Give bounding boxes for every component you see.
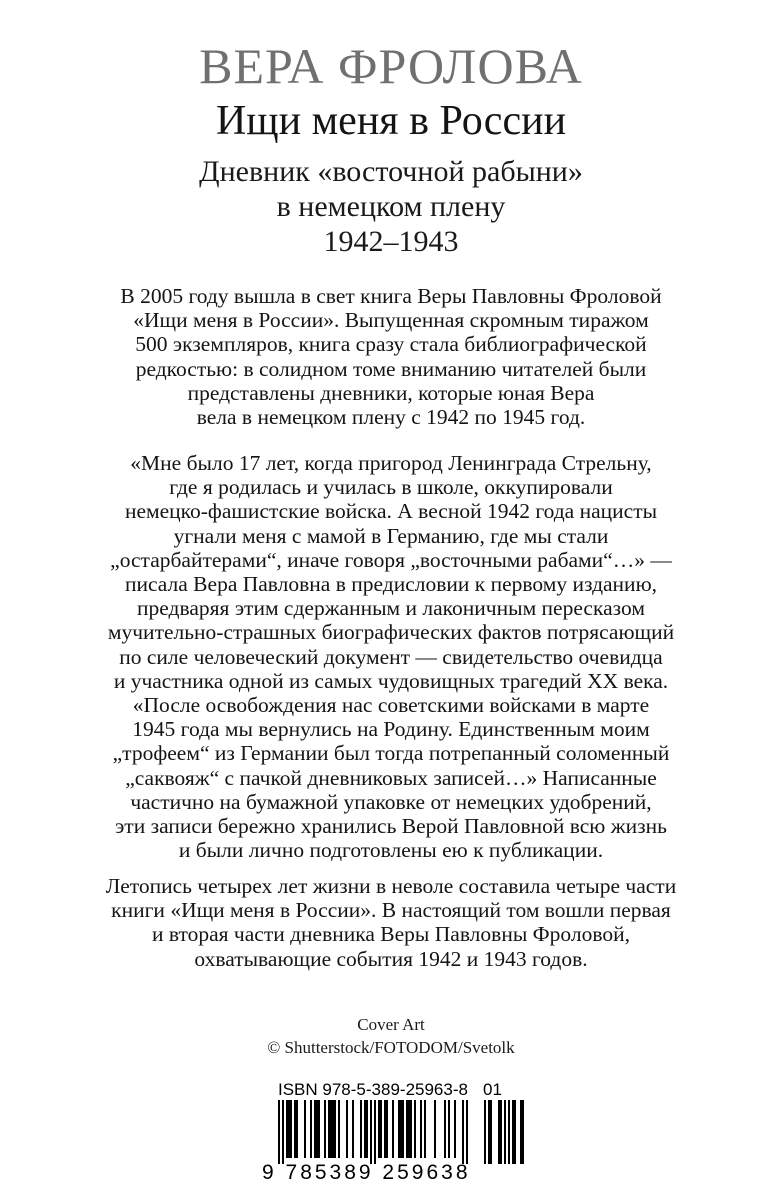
barcode-bar <box>384 1100 386 1158</box>
text-line: и вторая части дневника Веры Павловны Фроловой, <box>152 922 630 947</box>
text-line: охватывающие события 1942 и 1943 годов. <box>194 946 588 971</box>
barcode-addon-bar <box>484 1100 486 1164</box>
barcode-bar <box>400 1100 402 1158</box>
text-line: угнали меня с мамой в Германию, где мы стали <box>173 523 609 548</box>
book-title: Ищи меня в России <box>215 98 567 144</box>
barcode-addon-label: 01 <box>483 1080 502 1099</box>
barcode-bar <box>380 1100 382 1158</box>
text-line: и участника одной из самых чудовищных трагедий XX века. <box>113 668 669 693</box>
barcode-bar <box>304 1100 306 1158</box>
barcode-bar <box>402 1100 404 1158</box>
text-line: вела в немецком плену с 1942 по 1945 год. <box>196 405 586 430</box>
text-line: „остарбайтерами“, иначе говоря „восточными рабами“…» — <box>110 547 672 572</box>
text-line: «Мне было 17 лет, когда пригород Ленинграда Стрельну, <box>130 451 652 475</box>
annotation-paragraph-2 <box>40 451 742 862</box>
text-line: эти записи бережно хранились Верой Павловной всю жизнь <box>115 814 667 839</box>
subtitle-line: в немецком плену <box>276 190 506 223</box>
barcode-bar <box>352 1100 354 1158</box>
credit-label: Cover Art <box>357 1015 425 1034</box>
subtitle-years: 1942–1943 <box>323 225 459 258</box>
barcode-bar <box>424 1100 426 1158</box>
barcode-guard-bar <box>462 1100 464 1164</box>
barcode-addon-bar <box>490 1100 492 1164</box>
barcode-bar <box>310 1100 312 1158</box>
barcode-bar <box>338 1100 340 1158</box>
text-line: 500 экземпляров, книга сразу стала библиографической <box>135 332 647 357</box>
barcode-bar <box>364 1100 366 1158</box>
barcode-bar <box>386 1100 388 1158</box>
text-line: «После освобождения нас советскими войсками в марте <box>132 693 650 718</box>
barcode-addon-bar <box>520 1100 522 1164</box>
barcode-bar <box>294 1100 296 1158</box>
text-line: В 2005 году вышла в свет книга Веры Павловны Фроловой <box>120 284 662 308</box>
barcode-bar <box>296 1100 298 1158</box>
author-name: ВЕРА ФРОЛОВА <box>199 38 583 94</box>
text-line: предваряя этим сдержанным и лаконичным пересказом <box>137 596 645 621</box>
isbn-barcode <box>262 1080 530 1184</box>
barcode-bar <box>410 1100 412 1158</box>
barcode-guard-bar <box>466 1100 468 1164</box>
barcode-bar <box>324 1100 326 1158</box>
barcode-bar <box>444 1100 446 1158</box>
text-line: мучительно-страшных биографических фактов потрясающий <box>107 620 675 645</box>
barcode-bar <box>314 1100 316 1158</box>
text-line: книги «Ищи меня в России». В настоящий том вошли первая <box>111 898 671 923</box>
barcode-addon-bar <box>512 1100 514 1164</box>
barcode-guard-bar <box>370 1100 372 1164</box>
text-line: 1945 года мы вернулись на Родину. Единственным моим <box>132 717 650 742</box>
barcode-addon-bar <box>498 1100 500 1164</box>
barcode-bar <box>332 1100 334 1158</box>
text-line: и были лично подготовлены ею к публикации. <box>178 838 604 863</box>
barcode-guard-bar <box>374 1100 376 1164</box>
barcode-bar <box>420 1100 422 1158</box>
barcode-addon-bar <box>514 1100 516 1164</box>
book-subtitle <box>0 154 782 259</box>
barcode-bars <box>262 1100 530 1166</box>
barcode-addon-bar <box>504 1100 506 1164</box>
barcode-bar <box>330 1100 332 1158</box>
text-line: представлены дневники, которые юная Вера <box>187 380 595 405</box>
barcode-guard-bar <box>278 1100 280 1164</box>
text-line: „саквояж“ с пачкой дневниковых записей…» Написанные <box>125 765 657 790</box>
text-line: Летопись четырех лет жизни в неволе составила четыре части <box>105 874 677 898</box>
isbn-label: ISBN 978-5-389-25963-8 <box>278 1080 468 1099</box>
barcode-bar <box>334 1100 336 1158</box>
barcode-bar <box>360 1100 362 1158</box>
barcode-bar <box>286 1100 288 1158</box>
barcode-addon-bar <box>500 1100 502 1164</box>
annotation-paragraph-1 <box>40 284 742 429</box>
barcode-bar <box>408 1100 410 1158</box>
barcode-addon-bar <box>508 1100 510 1164</box>
barcode-guard-bar <box>282 1100 284 1164</box>
text-line: где я родилась и училась в школе, оккупировали <box>169 475 613 500</box>
barcode-addon-bar <box>522 1100 524 1164</box>
text-line: „трофеем“ из Германии был тогда потрепанный соломенный <box>112 741 670 766</box>
barcode-bar <box>392 1100 394 1158</box>
text-line: писала Вера Павловна в предисловии к первому изданию, <box>124 572 658 597</box>
credit-source: © Shutterstock/FOTODOM/Svetolk <box>267 1038 515 1057</box>
barcode-digits: 9 785389 259638 <box>262 1161 471 1184</box>
barcode-bar <box>366 1100 368 1158</box>
barcode-bar <box>290 1100 292 1158</box>
barcode-bar <box>406 1100 408 1158</box>
text-line: редкостью: в солидном томе вниманию читателей были <box>135 356 647 381</box>
barcode-bar <box>454 1100 456 1158</box>
cover-art-credits <box>0 1013 782 1059</box>
text-line: частично на бумажной упаковке от немецких удобрений, <box>130 789 652 814</box>
barcode-bar <box>318 1100 320 1158</box>
text-line: по силе человеческий документ — свидетельство очевидца <box>119 644 663 669</box>
barcode-bar <box>434 1100 436 1158</box>
barcode-bar <box>398 1100 400 1158</box>
barcode-bar <box>346 1100 348 1158</box>
barcode-bar <box>414 1100 416 1158</box>
barcode-addon-bar <box>488 1100 490 1164</box>
barcode-bar <box>328 1100 330 1158</box>
barcode-bar <box>378 1100 380 1158</box>
text-line: немецко-фашистские войска. А весной 1942 года нацисты <box>124 499 658 524</box>
annotation-paragraph-3 <box>40 874 742 971</box>
barcode-bar <box>288 1100 290 1158</box>
text-line: «Ищи меня в России». Выпущенная скромным тиражом <box>133 308 649 333</box>
barcode-bar <box>316 1100 318 1158</box>
barcode-bar <box>448 1100 450 1158</box>
subtitle-line: Дневник «восточной рабыни» <box>199 155 583 188</box>
